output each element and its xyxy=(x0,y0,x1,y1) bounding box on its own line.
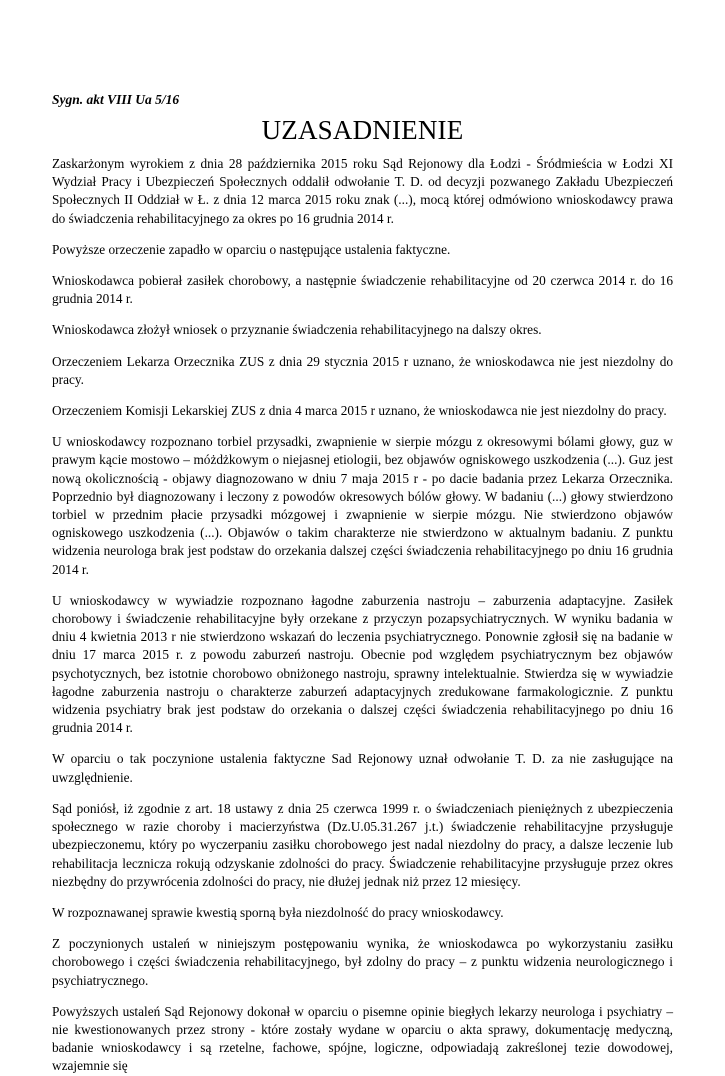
paragraph-findings-intro: Powyższe orzeczenie zapadło w oparciu o następujące ustalenia faktyczne. xyxy=(52,241,451,257)
paragraph-court-conclusion: W oparciu o tak poczynione ustalenia faktyczne Sad Rejonowy uznał odwołanie T. D. za nie zasługujące na uwzględnienie. xyxy=(52,751,673,785)
case-number: Sygn. akt VIII Ua 5/16 xyxy=(52,92,180,107)
page-title: UZASADNIENIE xyxy=(261,115,464,145)
paragraph-expert-opinions: Powyższych ustaleń Sąd Rejonowy dokonał w oparciu o pisemne opinie biegłych lekarzy neurologa i psychiatry – nie kwestionowanych przez strony - które zostały wydane w oparciu o akta sprawy, dokumentację medyczną, badanie wnioskodawcy i są rzetelne, fachowe, spójne, logiczne, odpowiadają zakreślonej tezie dowodowej, wzajemnie się xyxy=(52,1003,673,1074)
paragraph-judgment: Zaskarżonym wyrokiem z dnia 28 października 2015 roku Sąd Rejonowy dla Łodzi - Śródmieścia w Łodzi XI Wydział Pracy i Ubezpieczeń Społecznych oddalił odwołanie T. D. od decyzji pozwanego Zakładu Ubezpieczeń Społecznych II Oddział w Ł. z dnia 12 marca 2015 roku znak (...), mocą której odmówiono wnioskodawcy prawa do świadczenia rehabilitacyjnego za okres po 16 grudnia 2014 r. xyxy=(52,156,673,226)
paragraph-psychiatry: U wnioskodawcy w wywiadzie rozpoznano łagodne zaburzenia nastroju – zaburzenia adaptacyjne. Zasiłek chorobowy i świadczenie rehabilitacyjne były orzekane z przyczyn pozapsychiatrycznych. W wyniku badania w dniu 4 kwietnia 2013 r nie stwierdzono wskazań do leczenia psychiatrycznego. Ponownie zgłosił się na badanie w dniu 17 marca 2015 r. z powodu zaburzeń nastroju. Obecnie pod względem psychiatrycznym bez objawów psychotycznych, bez istotnie chorobowo obniżonego nastroju, sprawny intelektualnie. Stwierdza się w wywiadzie łagodne zaburzenia nastroju o charakterze zaburzeń adaptacyjnych zredukowane farmakologicznie. Z punktu widzenia psychiatry brak jest podstaw do orzekania o dalszej części świadczenia rehabilitacyjnego po dniu 16 grudnia 2014 r. xyxy=(52,592,673,736)
paragraph-zus-commission-ruling: Orzeczeniem Komisji Lekarskiej ZUS z dnia 4 marca 2015 r uznano, że wnioskodawca nie jest niezdolny do pracy. xyxy=(52,403,667,419)
paragraph-neurology: U wnioskodawcy rozpoznano torbiel przysadki, zwapnienie w sierpie mózgu z okresowymi bólami głowy, guz w prawym kącie mostowo – móżdżkowym o niejasnej etiologii, bez objawów ogniskowego uszkodzenia (...). Guz jest nową okolicznością - objawy diagnozowano w dniu 7 maja 2015 r - po dacie badania przez Lekarza Orzecznika. Poprzednio był diagnozowany i leczony z powodów okresowych bólów głowy. W badaniu (...) głowy stwierdzono torbiel w przednim płacie przysadki mózgowej i zwapnienie w sierpie mózgu. Nie stwierdzono objawów ogniskowego uszkodzenia (...). Objawów o takim charakterze nie stwierdzono w aktualnym badaniu. Z punktu widzenia neurologa brak jest podstaw do orzekania dalszej części świadczenia rehabilitacyjnego po dniu 16 grudnia 2014 r. xyxy=(52,434,673,577)
paragraph-findings-result: Z poczynionych ustaleń w niniejszym postępowaniu wynika, że wnioskodawca po wykorzystaniu zasiłku chorobowego i części świadczenia rehabilitacyjnego, był zdolny do pracy – z punktu widzenia neurologicznego i psychiatrycznego. xyxy=(52,936,673,988)
paragraph-disputed-issue: W rozpoznawanej sprawie kwestią sporną była niezdolność do pracy wnioskodawcy. xyxy=(52,904,504,920)
paragraph-application: Wnioskodawca złożył wniosek o przyznanie świadczenia rehabilitacyjnego na dalszy okres. xyxy=(52,322,542,338)
paragraph-sickness-benefit: Wnioskodawca pobierał zasiłek chorobowy, a następnie świadczenie rehabilitacyjne od 20 czerwca 2014 r. do 16 grudnia 2014 r. xyxy=(52,273,673,307)
paragraph-zus-doctor-ruling: Orzeczeniem Lekarza Orzecznika ZUS z dnia 29 stycznia 2015 r uznano, że wnioskodawca nie jest niezdolny do pracy. xyxy=(52,353,673,387)
paragraph-legal-basis: Sąd poniósł, iż zgodnie z art. 18 ustawy z dnia 25 czerwca 1999 r. o świadczeniach pieniężnych z ubezpieczenia społecznego w razie choroby i macierzyństwa (Dz.U.05.31.267 j.t.) świadczenie rehabilitacyjne przysługuje ubezpieczonemu, który po wyczerpaniu zasiłku chorobowego jest nadal niezdolny do pracy, a dalsze leczenie lub rehabilitacja lecznicza rokują odzyskanie zdolności do pracy. Świadczenie rehabilitacyjne przysługuje przez okres niezbędny do przywrócenia zdolności do pracy, nie dłużej jednak niż przez 12 miesięcy. xyxy=(52,800,673,889)
